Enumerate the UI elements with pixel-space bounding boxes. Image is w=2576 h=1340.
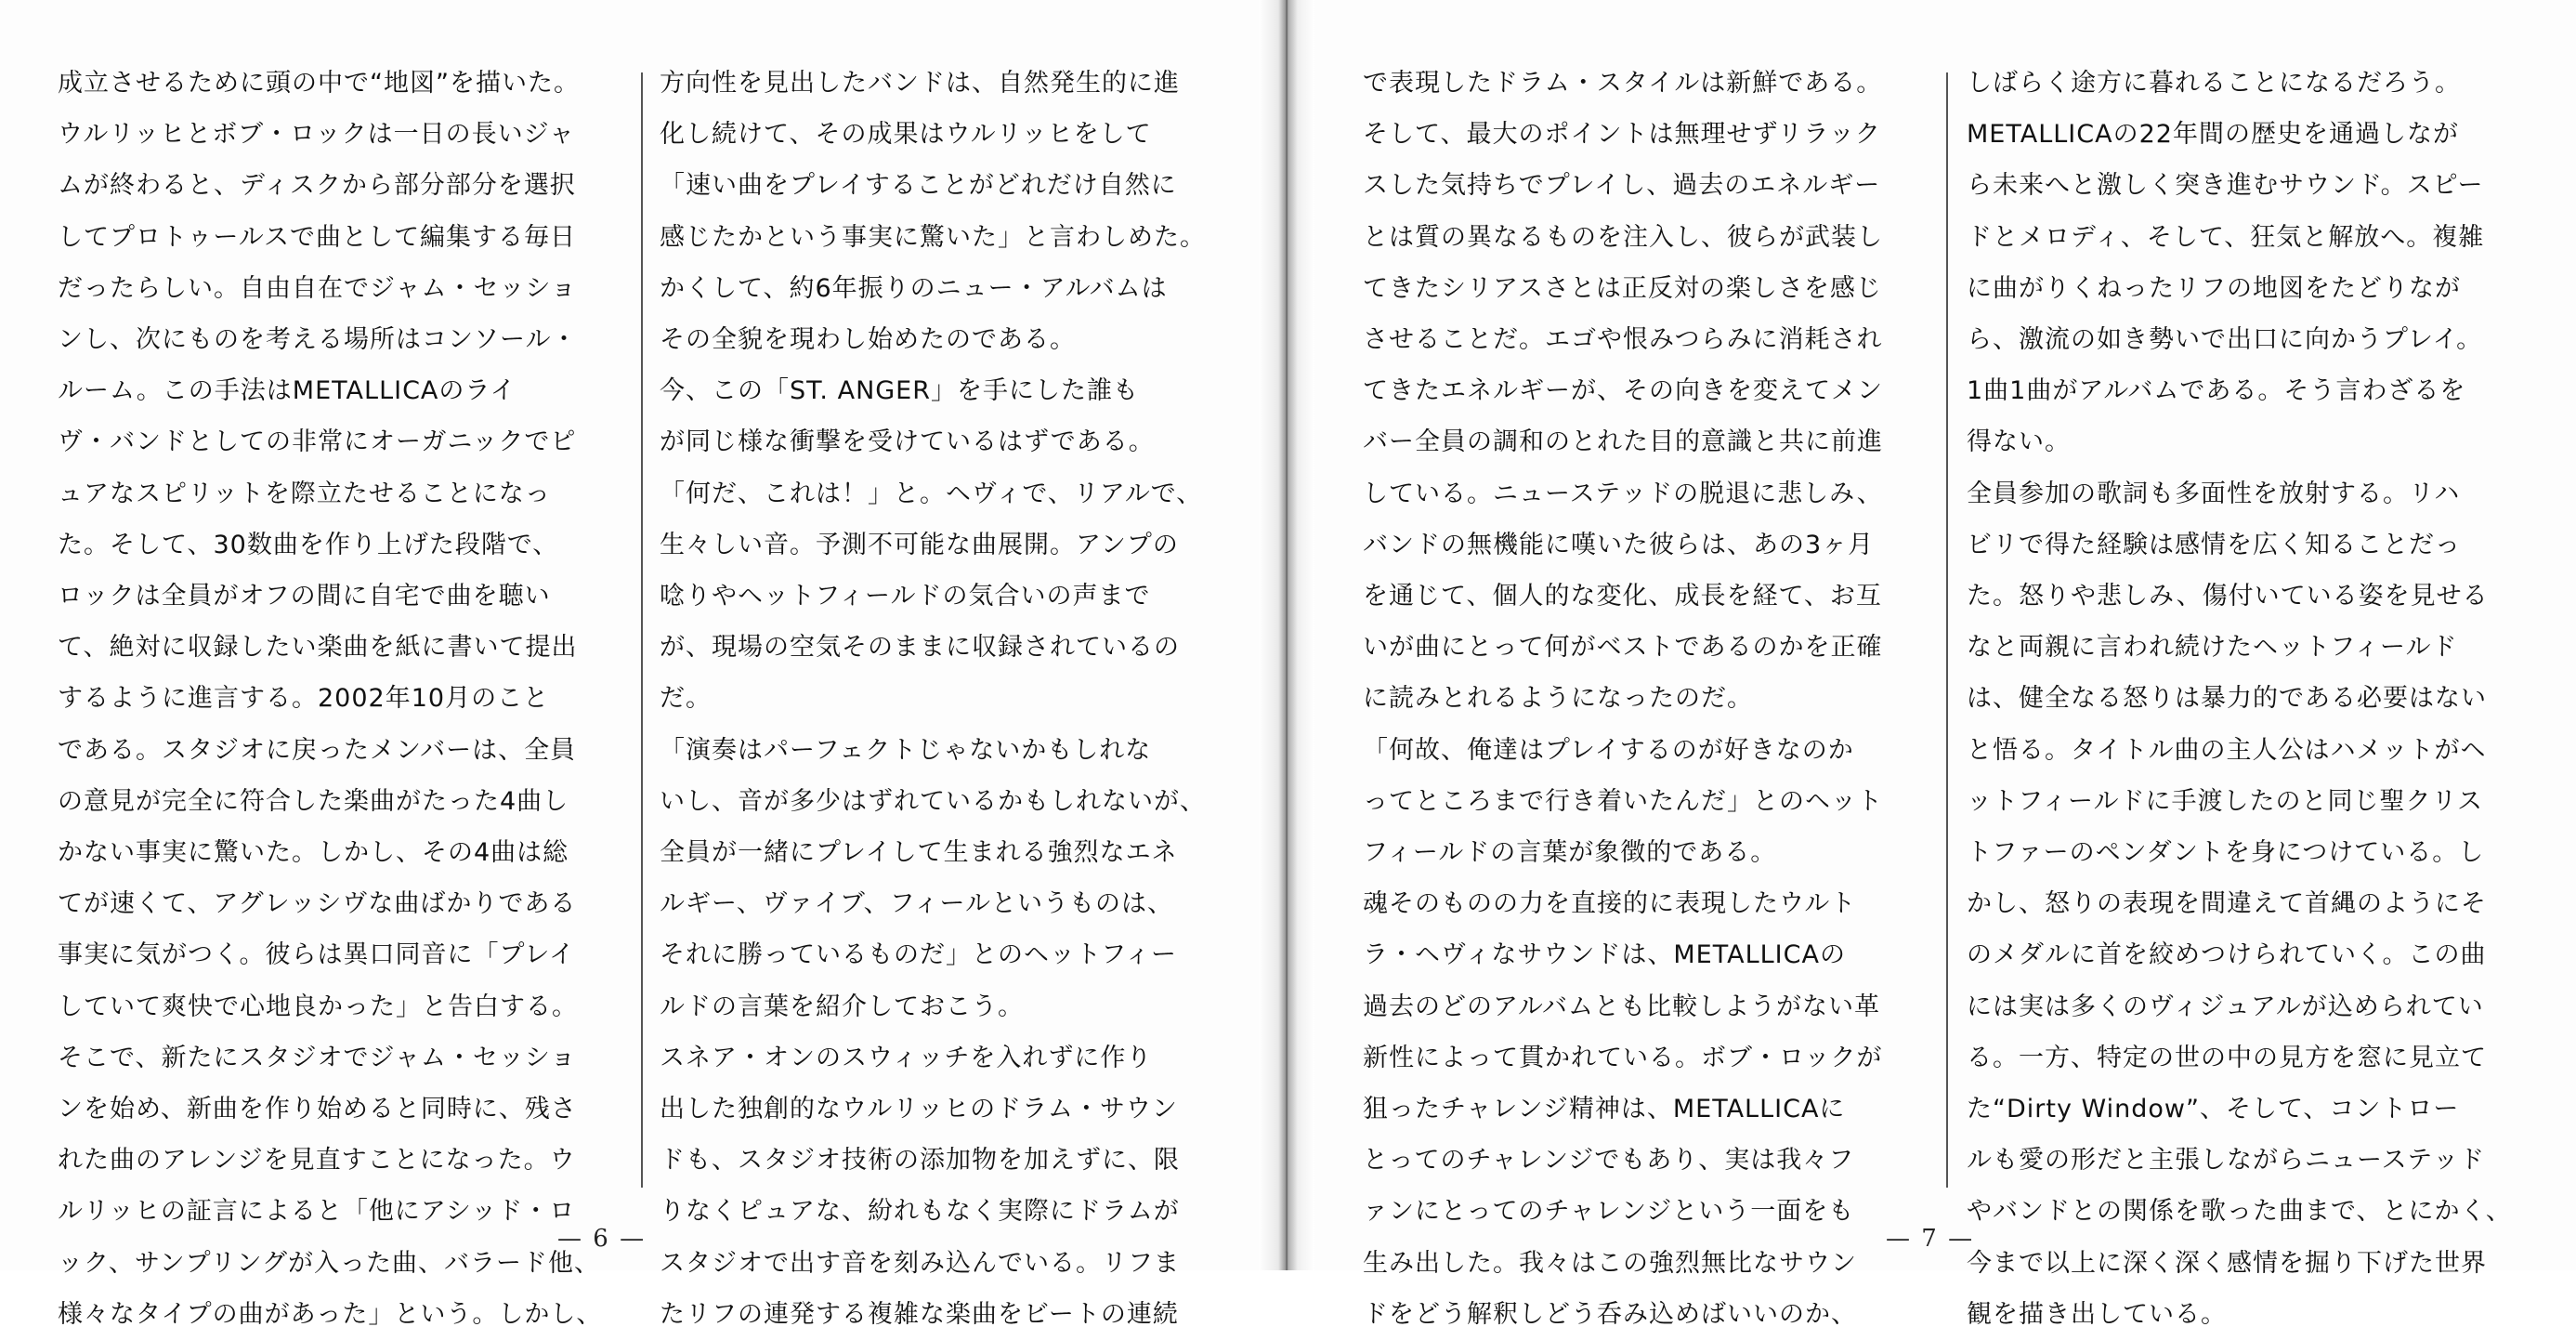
text-line: 感じたかという事実に驚いた」と言わしめた。 bbox=[660, 222, 1206, 252]
text-line: かない事実に驚いた。しかし、その4曲は総 bbox=[58, 838, 569, 868]
text-line: だ。 bbox=[660, 684, 712, 714]
text-line: る。一方、特定の世の中の見方を窓に見立て bbox=[1967, 1043, 2487, 1072]
text-line: とは質の異なるものを注入し、彼らが武装し bbox=[1363, 222, 1883, 252]
text-line: りなくピュアな、紛れもなく実際にドラムが bbox=[660, 1197, 1180, 1227]
text-line: ュアなスピリットを際立たせることになっ bbox=[58, 479, 551, 508]
text-line: ドとメロディ、そして、狂気と解放へ。複雑 bbox=[1967, 222, 2485, 252]
text-line: ック、サンプリングが入った曲、バラード他、 bbox=[58, 1248, 600, 1278]
text-line: 唸りやヘットフィールドの気合いの声まで bbox=[660, 582, 1151, 611]
left-page-column-1 bbox=[58, 58, 626, 1340]
text-line: 様々なタイプの曲があった」という。しかし、 bbox=[58, 1299, 603, 1329]
text-line: それに勝っているものだ」とのヘットフィー bbox=[660, 940, 1178, 970]
text-line: しばらく途方に暮れることになるだろう。 bbox=[1967, 69, 2461, 98]
text-line: なと両親に言われ続けたヘットフィールド bbox=[1967, 633, 2458, 663]
text-line: 全員参加の歌詞も多面性を放射する。リハ bbox=[1967, 479, 2461, 508]
text-line: その全貌を現わし始めたのである。 bbox=[660, 325, 1076, 355]
text-line: てが速くて、アグレッシヴな曲ばかりである bbox=[58, 889, 577, 919]
text-line: バー全員の調和のとれた目的意識と共に前進 bbox=[1363, 427, 1883, 457]
text-line: 過去のどのアルバムとも比較しようがない革 bbox=[1363, 992, 1881, 1021]
text-line: かし、怒りの表現を間違えて首縄のようにそ bbox=[1967, 889, 2487, 919]
text-line: ヴ・バンドとしての非常にオーガニックでピ bbox=[58, 427, 577, 457]
text-line: ロックは全員がオフの間に自宅で曲を聴い bbox=[58, 582, 551, 611]
text-line: ムが終わると、ディスクから部分部分を選択 bbox=[58, 171, 576, 201]
text-line: ァンにとってのチャレンジという一面をも bbox=[1363, 1197, 1855, 1227]
text-line: 「演奏はパーフェクトじゃないかもしれな bbox=[660, 735, 1152, 765]
text-line: 生み出した。我々はこの強烈無比なサウン bbox=[1363, 1248, 1857, 1278]
text-line: 狙ったチャレンジ精神は、METALLICAに bbox=[1363, 1095, 1846, 1124]
column-divider bbox=[641, 72, 643, 1188]
right-page-column-2 bbox=[1967, 58, 2535, 1340]
text-line: ットフィールドに手渡したのと同じ聖クリス bbox=[1967, 786, 2483, 816]
text-line: 「何だ、これは！」と。ヘヴィで、リアルで、 bbox=[660, 479, 1203, 508]
text-line: た。そして、30数曲を作り上げた段階で、 bbox=[58, 530, 559, 559]
text-line: 「何故、俺達はプレイするのが好きなのか bbox=[1363, 735, 1854, 765]
text-line: を通じて、個人的な変化、成長を経て、お互 bbox=[1363, 582, 1882, 611]
text-line: のメダルに首を絞めつけられていく。この曲 bbox=[1967, 940, 2487, 970]
text-line: とってのチャレンジでもあり、実は我々フ bbox=[1363, 1146, 1855, 1176]
text-line: METALLICAの22年間の歴史を通過しなが bbox=[1967, 120, 2459, 150]
text-line: て、絶対に収録したい楽曲を紙に書いて提出 bbox=[58, 633, 578, 663]
text-line: た。怒りや悲しみ、傷付いている姿を見せる bbox=[1967, 582, 2489, 611]
text-line: してプロトゥールスで曲として編集する毎日 bbox=[58, 222, 576, 252]
text-line: 化し続けて、その成果はウルリッヒをして bbox=[660, 120, 1152, 150]
text-line: ラ・ヘヴィなサウンドは、METALLICAの bbox=[1363, 940, 1846, 970]
text-line: するように進言する。2002年10月のこと bbox=[58, 684, 550, 714]
text-line: は、健全なる怒りは暴力的である必要はない bbox=[1967, 684, 2487, 714]
text-line: 得ない。 bbox=[1967, 427, 2071, 457]
text-line: スネア・オンのスウィッチを入れずに作り bbox=[660, 1043, 1153, 1072]
text-line: している。ニューステッドの脱退に悲しみ、 bbox=[1363, 479, 1883, 508]
text-line: ルーム。この手法はMETALLICAのライ bbox=[58, 376, 517, 406]
text-line: ら未来へと激しく突き進むサウンド。スピー bbox=[1967, 171, 2484, 201]
text-line: ルリッヒの証言によると「他にアシッド・ロ bbox=[58, 1197, 576, 1227]
text-line: が同じ様な衝撃を受けているはずである。 bbox=[660, 427, 1155, 457]
text-line: 今まで以上に深く深く感情を掘り下げた世界 bbox=[1967, 1248, 2487, 1278]
text-line: 1曲1曲がアルバムである。そう言わざるを bbox=[1967, 376, 2466, 406]
right-page-column-1 bbox=[1363, 58, 1931, 1340]
text-line: には実は多くのヴィジュアルが込められてい bbox=[1967, 992, 2484, 1021]
text-line: ウルリッヒとボブ・ロックは一日の長いジャ bbox=[58, 120, 576, 150]
text-line: 方向性を見出したバンドは、自然発生的に進 bbox=[660, 69, 1180, 98]
text-line: ビリで得た経験は感情を広く知ることだっ bbox=[1967, 530, 2461, 559]
text-line: 魂そのものの力を直接的に表現したウルト bbox=[1363, 889, 1857, 919]
text-line: いが曲にとって何がベストであるのかを正確 bbox=[1363, 633, 1883, 663]
text-line: そこで、新たにスタジオでジャム・セッショ bbox=[58, 1043, 577, 1072]
text-line: ら、激流の如き勢いで出口に向かうプレイ。 bbox=[1967, 325, 2483, 355]
text-line: していて爽快で心地良かった」と告白する。 bbox=[58, 992, 578, 1021]
right-page bbox=[1277, 0, 2576, 1329]
column-divider bbox=[1946, 72, 1948, 1188]
page-number: — 7 — bbox=[1886, 1225, 1975, 1253]
text-line: に曲がりくねったリフの地図をたどりなが bbox=[1967, 273, 2461, 303]
text-line: 事実に気がつく。彼らは異口同音に「プレイ bbox=[58, 940, 576, 970]
text-line: ルギー、ヴァイブ、フィールというものは、 bbox=[660, 889, 1173, 919]
text-line: 新性によって貫かれている。ボブ・ロックが bbox=[1363, 1043, 1883, 1072]
text-line: の意見が完全に符合した楽曲がたった4曲し bbox=[58, 786, 569, 816]
text-line: ンを始め、新曲を作り始めると同時に、残さ bbox=[58, 1095, 577, 1124]
text-line: れた曲のアレンジを見直すことになった。ウ bbox=[58, 1146, 576, 1176]
text-line: 全員が一緒にプレイして生まれる強烈なエネ bbox=[660, 838, 1178, 868]
text-line: ドをどう解釈しどう呑み込めばいいのか、 bbox=[1363, 1299, 1857, 1329]
text-line: と悟る。タイトル曲の主人公はハメットがヘ bbox=[1967, 735, 2487, 765]
text-line: いし、音が多少はずれているかもしれないが、 bbox=[660, 786, 1206, 816]
text-line: ルドの言葉を紹介しておこう。 bbox=[660, 992, 1024, 1021]
text-line: スタジオで出す音を刻み込んでいる。リフま bbox=[660, 1248, 1180, 1278]
text-line: 「速い曲をプレイすることがどれだけ自然に bbox=[660, 171, 1177, 201]
text-line: たリフの連発する複雑な楽曲をビートの連続 bbox=[660, 1299, 1179, 1329]
text-line: ルも愛の形だと主張しながらニューステッド bbox=[1967, 1146, 2486, 1176]
text-line: やバンドとの関係を歌った曲まで、とにかく、 bbox=[1967, 1197, 2512, 1227]
text-line: そして、最大のポイントは無理せずリラック bbox=[1363, 120, 1881, 150]
text-line: が、現場の空気そのままに収録されているの bbox=[660, 633, 1180, 663]
text-line: フィールドの言葉が象徴的である。 bbox=[1363, 838, 1777, 868]
text-line: 観を描き出している。 bbox=[1967, 1299, 2227, 1329]
left-page-column-2 bbox=[660, 58, 1228, 1340]
text-line: てきたエネルギーが、その向きを変えてメン bbox=[1363, 376, 1883, 406]
text-line: 生々しい音。予測不可能な曲展開。アンプの bbox=[660, 530, 1179, 559]
text-line: 成立させるために頭の中で“地図”を描いた。 bbox=[58, 69, 580, 98]
text-line: である。スタジオに戻ったメンバーは、全員 bbox=[58, 735, 577, 765]
text-line: ンし、次にものを考える場所はコンソール・ bbox=[58, 325, 578, 355]
text-line: てきたシリアスさとは正反対の楽しさを感じ bbox=[1363, 273, 1882, 303]
text-line: た“Dirty Window”、そして、コントロー bbox=[1967, 1095, 2460, 1124]
text-line: だったらしい。自由自在でジャム・セッショ bbox=[58, 273, 577, 303]
text-line: ってところまで行き着いたんだ」とのヘット bbox=[1363, 786, 1883, 816]
text-line: で表現したドラム・スタイルは新鮮である。 bbox=[1363, 69, 1883, 98]
book-gutter bbox=[1259, 0, 1314, 1270]
text-line: スした気持ちでプレイし、過去のエネルギー bbox=[1363, 171, 1881, 201]
text-line: 今、この「ST. ANGER」を手にした誰も bbox=[660, 376, 1140, 406]
text-line: バンドの無機能に嘆いた彼らは、あの3ヶ月 bbox=[1363, 530, 1875, 559]
text-line: 出した独創的なウルリッヒのドラム・サウン bbox=[660, 1095, 1178, 1124]
text-line: に読みとれるようになったのだ。 bbox=[1363, 684, 1753, 714]
text-line: ドも、スタジオ技術の添加物を加えずに、限 bbox=[660, 1146, 1180, 1176]
text-line: させることだ。エゴや恨みつらみに消耗され bbox=[1363, 325, 1883, 355]
text-line: トファーのペンダントを身につけている。し bbox=[1967, 838, 2485, 868]
text-line: かくして、約6年振りのニュー・アルバムは bbox=[660, 273, 1168, 303]
left-page bbox=[0, 0, 1277, 1329]
page-number: — 6 — bbox=[557, 1225, 647, 1253]
